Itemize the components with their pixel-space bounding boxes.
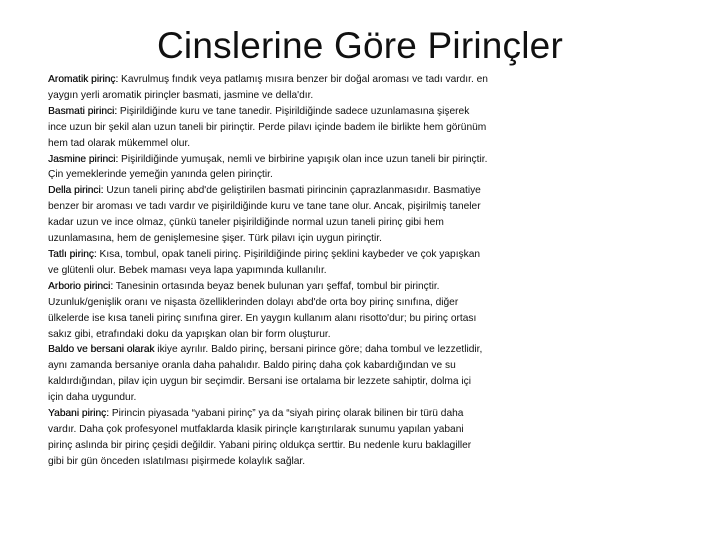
term-baldo: Baldo ve bersani olarak bbox=[48, 344, 155, 356]
paragraph-aromatik bbox=[48, 72, 488, 104]
term-jasmine: Jasmine pirinci: bbox=[48, 153, 119, 165]
term-basmati: Basmati pirinci: bbox=[48, 105, 118, 117]
text-jasmine: Pişirildiğinde yumuşak, nemli ve birbirine yapışık olan ince uzun taneli bir pirinçtir. Çin yemeklerinde yemeğin yanında gelen pirinçtir. bbox=[48, 153, 488, 181]
text-arborio: Tanesinin ortasında beyaz benek bulunan yarı şeffaf, tombul bir pirinçtir. Uzunluk/genişlik oranı ve nişasta özelliklerinden dolayı abd'de orta boy pirinç sınıfına, diğer ülkelerde ise kısa taneli pirinç sınıfına girer. En yaygın kullanım alanı risotto'dur; bu pirinç ortası sakız gibi, etrafındaki doku da yapışkan olan bir form oluşturur. bbox=[48, 280, 477, 340]
text-della: Uzun taneli pirinç abd'de geliştirilen basmati pirincinin çaprazlanmasıdır. Basmatiye benzer bir aroması ve tadı vardır ve pişirildiğinde kuru ve tane tane olur. Ancak, pişirilmiş taneler kadar uzun ve ince olmaz, çünkü taneler pişirildiğinde normal uzun taneli pirinç gibi hem uzunlamasına, hem de genişlemesine şişer. Türk pilavı için uygun pirinçtir. bbox=[48, 185, 481, 245]
paragraph-jasmine bbox=[48, 152, 488, 184]
slide-body bbox=[48, 72, 488, 470]
term-arborio: Arborio pirinci: bbox=[48, 280, 114, 292]
paragraph-baldo bbox=[48, 342, 488, 406]
paragraph-tatli bbox=[48, 247, 488, 279]
text-aromatik: Kavrulmuş fındık veya patlamış mısıra benzer bir doğal aroması ve tadı vardır. en yaygın yerli aromatik pirinçler basmati, jasmine ve della'dır. bbox=[48, 74, 488, 101]
text-basmati: Pişirildiğinde kuru ve tane tanedir. Pişirildiğinde sadece uzunlamasına şişerek ince uzun bir şekil alan uzun taneli bir pirinçtir. Perde pilavı içinde badem ile birlikte hem görünüm hem tad olarak mükemmel olur. bbox=[48, 105, 487, 149]
paragraph-arborio bbox=[48, 279, 488, 343]
term-tatli: Tatlı pirinç: bbox=[48, 248, 97, 260]
term-aromatik: Aromatik pirinç: bbox=[48, 74, 119, 85]
term-yabani: Yabani pirinç: bbox=[48, 408, 109, 420]
paragraph-yabani bbox=[48, 406, 488, 470]
slide-title: Cinslerine Göre Pirinçler bbox=[157, 25, 563, 66]
text-yabani: Pirincin piyasada “yabani pirinç” ya da “siyah pirinç olarak bilinen bir türü daha vardır. Daha çok profesyonel mutfaklarda klasik pirinçle karıştırılarak sunumu yapılan yabani pirinç aslında bir pirinç çeşidi değildir. Yabani pirinç oldukça serttir. Bu nedenle kuru baklagiller gibi bir gün önceden ıslatılması pişirmede kolaylık sağlar. bbox=[48, 408, 472, 467]
text-tatli: Kısa, tombul, opak taneli pirinç. Pişirildiğinde pirinç şeklini kaybeder ve çok yapışkan ve glütenli olur. Bebek maması veya lapa yapımında kullanılır. bbox=[48, 248, 481, 276]
term-della: Della pirinci: bbox=[48, 185, 104, 197]
paragraph-della bbox=[48, 183, 488, 247]
paragraph-basmati bbox=[48, 104, 488, 152]
text-baldo: ikiye ayrılır. Baldo pirinç, bersani pirince göre; daha tombul ve lezzetlidir, aynı zamanda bersaniye oranla daha pahalıdır. Baldo pirinç daha çok kabardığından ve su kaldırdığından, pilav için uygun bir seçimdir. Bersani ise ortalama bir lezzete sahiptir, dolma içi için daha uygundur. bbox=[48, 344, 483, 404]
